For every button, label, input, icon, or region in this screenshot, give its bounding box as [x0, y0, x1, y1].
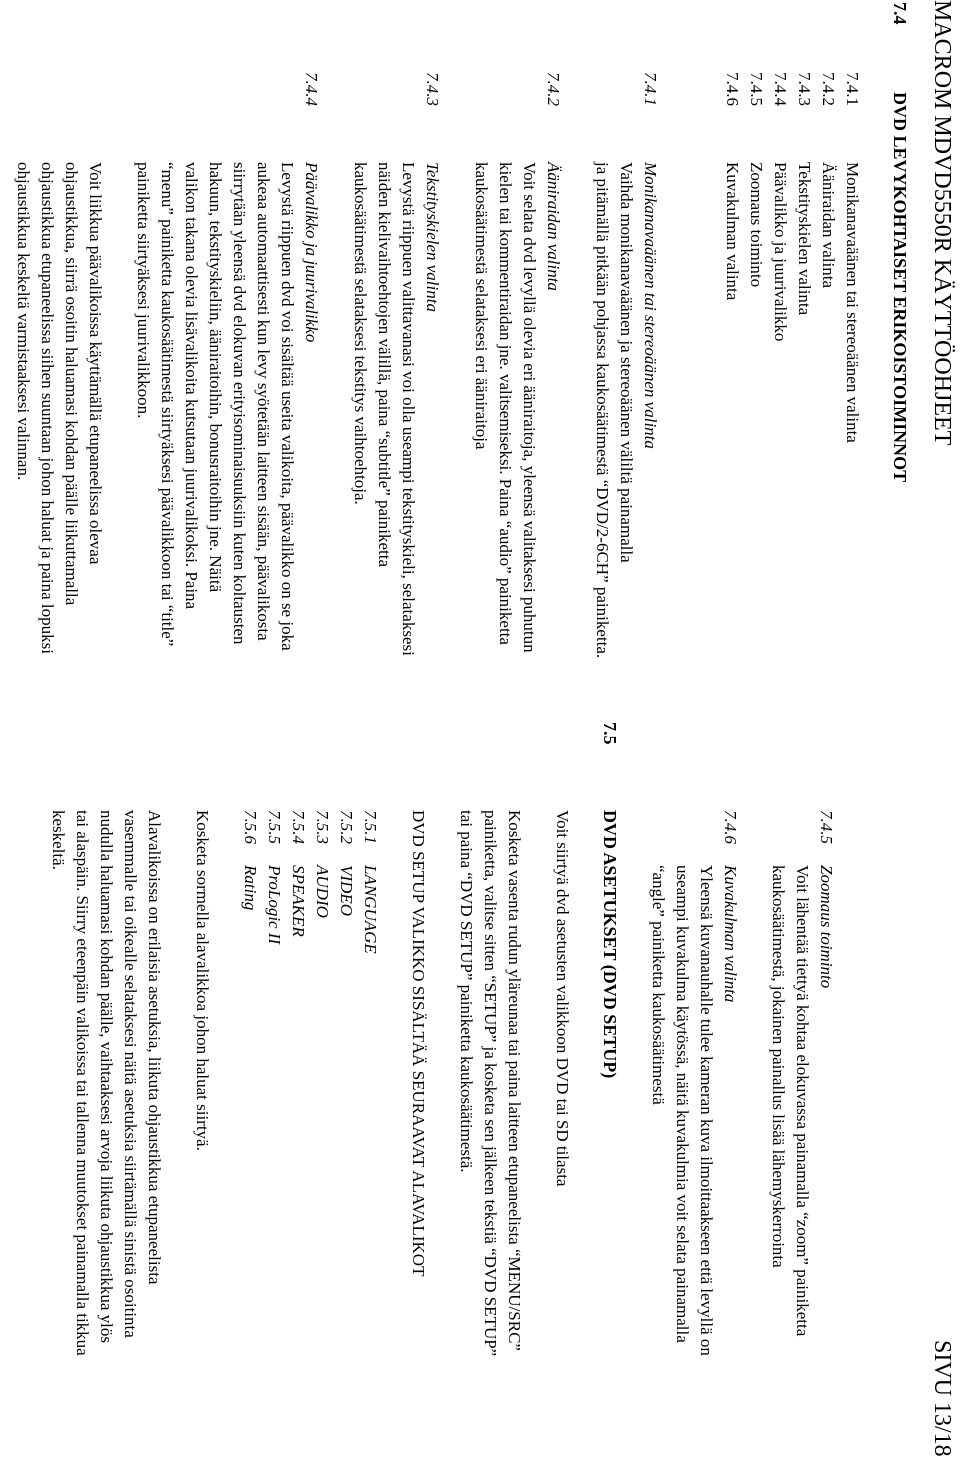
subsection-title: Kuvakulman valinta: [721, 865, 740, 1003]
toc-list: [720, 72, 864, 443]
section-heading-7-4: [888, 2, 912, 482]
submenu-list: [238, 810, 382, 954]
toc-item: 7.4.1 Monikanavaäänen tai stereoäänen valinta: [843, 72, 862, 443]
paragraph: Kosketa vasenta rudun yläreunaa tai paina laitteen etupaneelista “MENU/SRC” painiketta, valitse sitten “SETUP” ja kosketa sen jälkeen tekstiä “DVD SETUP” tai paina “DVD SETUP” painiketta kaukosäätimestä.: [457, 810, 524, 1357]
submenu-item: 7.5.2 VIDEO: [337, 810, 356, 916]
subsection-number: 7.4.5: [817, 810, 836, 844]
left-column: [888, 2, 912, 482]
paragraph: Yleensä kuvanauhalle tulee kameran kuva ilmoittaakseen että levyllä on useampi kuvakulma käytössä, näitä kuvakulmia voit selata painamalla “angle” painiketta kaukosäätimestä: [649, 865, 716, 1356]
subsection-number: 7.4.4: [302, 72, 321, 106]
subsection-title: Päävalikko ja juurivalikko: [302, 162, 321, 343]
subsection-title: Monikanavaäänen tai stereoäänen valinta: [641, 162, 660, 449]
intro-text: Voit siirtyä dvd asetusten valikkoon DVD tai SD tilasta: [553, 810, 572, 1187]
submenu-heading: DVD SETUP VALIKKO SISÄLTÄÄ SEURAAVAT ALAVALIKOT: [409, 810, 428, 1277]
submenu-item: 7.5.3 AUDIO: [313, 810, 332, 918]
section-number: 7.5: [600, 722, 620, 745]
toc-item: 7.4.3 Tekstityskielen valinta: [795, 72, 814, 316]
subsection-title: Ääniraidan valinta: [544, 162, 563, 291]
subsection-number: 7.4.6: [721, 810, 740, 844]
submenu-item: 7.5.5 ProLogic II: [265, 810, 284, 945]
subsection-number: 7.4.1: [641, 72, 660, 106]
toc-item: 7.4.6 Kuvakulman valinta: [723, 72, 742, 301]
paragraph: Voit selata dvd levyllä olevia eri ääniraitoja, yleensä valitaksesi puhutun kielen tai kommentiraidan jne. valitsemiseksi. Paina “audio” painiketta kaukosäätimestä selataksesi eri ääniraitoja: [472, 162, 539, 653]
subsection-7-4-6: [646, 810, 742, 1356]
page-number: SIVU 13/18: [929, 1340, 955, 1457]
section-number: 7.4: [890, 2, 910, 25]
paragraph: Levystä riippuen dvd voi sisältää useita valikoita, päävalikko on se joka aukeaa automaattisesti kun levy syötetään laitteen sisään, päävalikosta siirrytään yleensä dvd elokuvan erityisominaisuuksiin kuten koltausten hakuun, tekstityskieliin, ääniraitoihin, bonusraitoihin jne. Näitä valikon takana olevia lisävalikoita kutsutaan juurivalikoksi. Paina “menu” painiketta kaukosäätimestä siirtyäksesi päävalikkoon tai “title” painiketta siirtyäksesi juurivalikkoon.: [134, 162, 297, 651]
subsection-7-4-2: [469, 72, 565, 653]
paragraph: Levystä riippuen valittavanasi voi olla useampi tekstityskieli, selataksesi näiden kielivaihtoehtojen välillä, paina “subtitle” painiketta kaukosäätimestä selataksesi tekstitys vaihtoehtoja.: [351, 162, 418, 656]
submenu-item: 7.5.4 SPEAKER: [289, 810, 308, 937]
submenu-item: 7.5.6 Rating: [241, 810, 260, 911]
subsection-7-4-3: [348, 72, 444, 656]
submenu-item: 7.5.1 LANGUAGE: [361, 810, 380, 954]
document-title: MACROM MDVD5550R KÄYTTÖOHJEET: [929, 0, 955, 446]
section-title: DVD ASETUKSET (DVD SETUP): [600, 810, 620, 1079]
section-title: DVD LEVYKOHTAISET ERIKOISTOIMINNOT: [890, 92, 910, 483]
paragraph: Voit lähentää tiettyä kohtaa elokuvassa painamalla “zoom” painiketta kaukosäätimestä, jokainen painallus lisää lähemyskerrointa: [769, 865, 812, 1337]
paragraph: Alavalikoissa on erilaisia asetuksia, liikuta ohjaustikkua etupaneelista vasemmalle tai oikealle selataksesi näitä asetuksia siirtämällä sinistä osoitinta nudulla haluamasi kohdan päälle, vaihtaaksesi arvoja liikuta ohjaustikkua ylös tai alaspäin. Siirry eteenpäin valikoissa tai tallenna muutokset painamalla tikkua keskeltä.: [49, 810, 164, 1356]
section-heading-7-5: [598, 722, 622, 1078]
subsection-title: Zoomaus toiminto: [817, 865, 836, 989]
subsection-7-4-5: [766, 810, 838, 1336]
touch-instruction: Kosketa sormella alavalikkoa johon haluat siirtyä.: [193, 810, 212, 1151]
subsection-number: 7.4.3: [423, 72, 442, 106]
paragraph: Vaihda monikanavaäänen ja stereoäänen väliltä painamalla ja pitämällä pitkään pohjassa kaukosäätimestä “DVD/2-6CH” painiketta.: [593, 162, 636, 659]
subsection-7-4-1: [590, 72, 662, 658]
toc-item: 7.4.4 Päävalikko ja juurivalikko: [771, 72, 790, 342]
subsection-title: Tekstityskielen valinta: [423, 162, 442, 312]
toc-item: 7.4.2 Ääniraidan valinta: [819, 72, 838, 289]
subsection-number: 7.4.2: [544, 72, 563, 106]
paragraph: Voit liikkua päävalikoissa käyttämällä etupaneelissa olevaa ohjaustikkua, siirrä osoitin haluamasi kohdan päälle liikuttamalla ohjaustikkua etupaneelissa siihen suuntaan johon haluat ja paina lopuksi ohjaustikkua keskeltä varmistaaksesi valinnan.: [14, 162, 105, 654]
subsection-7-4-4: [11, 72, 323, 654]
toc-item: 7.4.5 Zoomaus toiminto: [747, 72, 766, 288]
